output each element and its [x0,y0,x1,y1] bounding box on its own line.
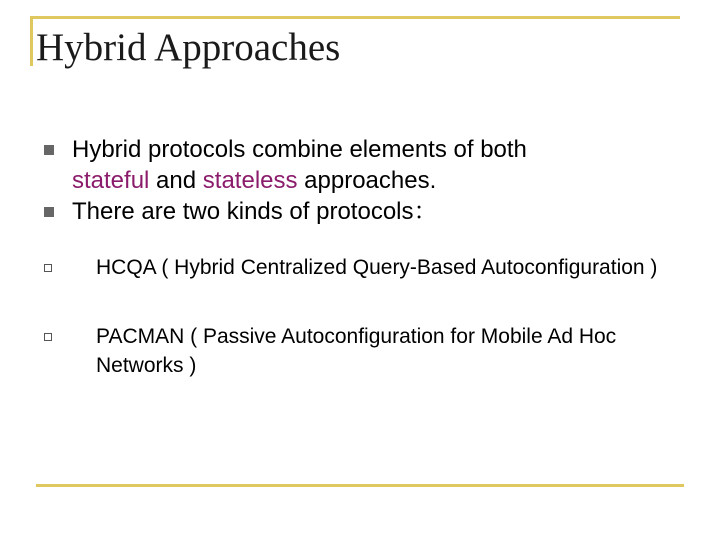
accent-stateful: stateful [72,167,150,194]
hollow-square-bullet-icon [44,333,52,341]
bullet-text-mid: and [149,167,203,194]
square-bullet-icon [44,207,54,217]
bullet-text-post: approaches. [297,167,437,194]
bullet-item-two-kinds [44,196,684,227]
square-bullet-icon [44,145,54,155]
bullet-text: Hybrid protocols combine elements of both [72,136,527,163]
top-rule [30,16,680,19]
hollow-square-bullet-icon [44,264,52,272]
slide-title: Hybrid Approaches [36,26,341,69]
bottom-rule [36,484,684,487]
left-rule [30,18,33,66]
sub-bullet-text: PACMAN ( Passive Autoconfiguration for Mobile Ad Hoc Networks ) [96,325,617,377]
bullet-text: There are two kinds of protocols： [72,198,438,225]
bullet-list [44,134,684,377]
sub-bullet-hcqa [96,253,686,282]
sub-bullet-text: HCQA ( Hybrid Centralized Query-Based Autoconfiguration ) [96,256,658,279]
accent-stateless: stateless [202,167,298,194]
bullet-item-hybrid-protocols [44,134,684,196]
sub-bullet-pacman [96,322,686,380]
